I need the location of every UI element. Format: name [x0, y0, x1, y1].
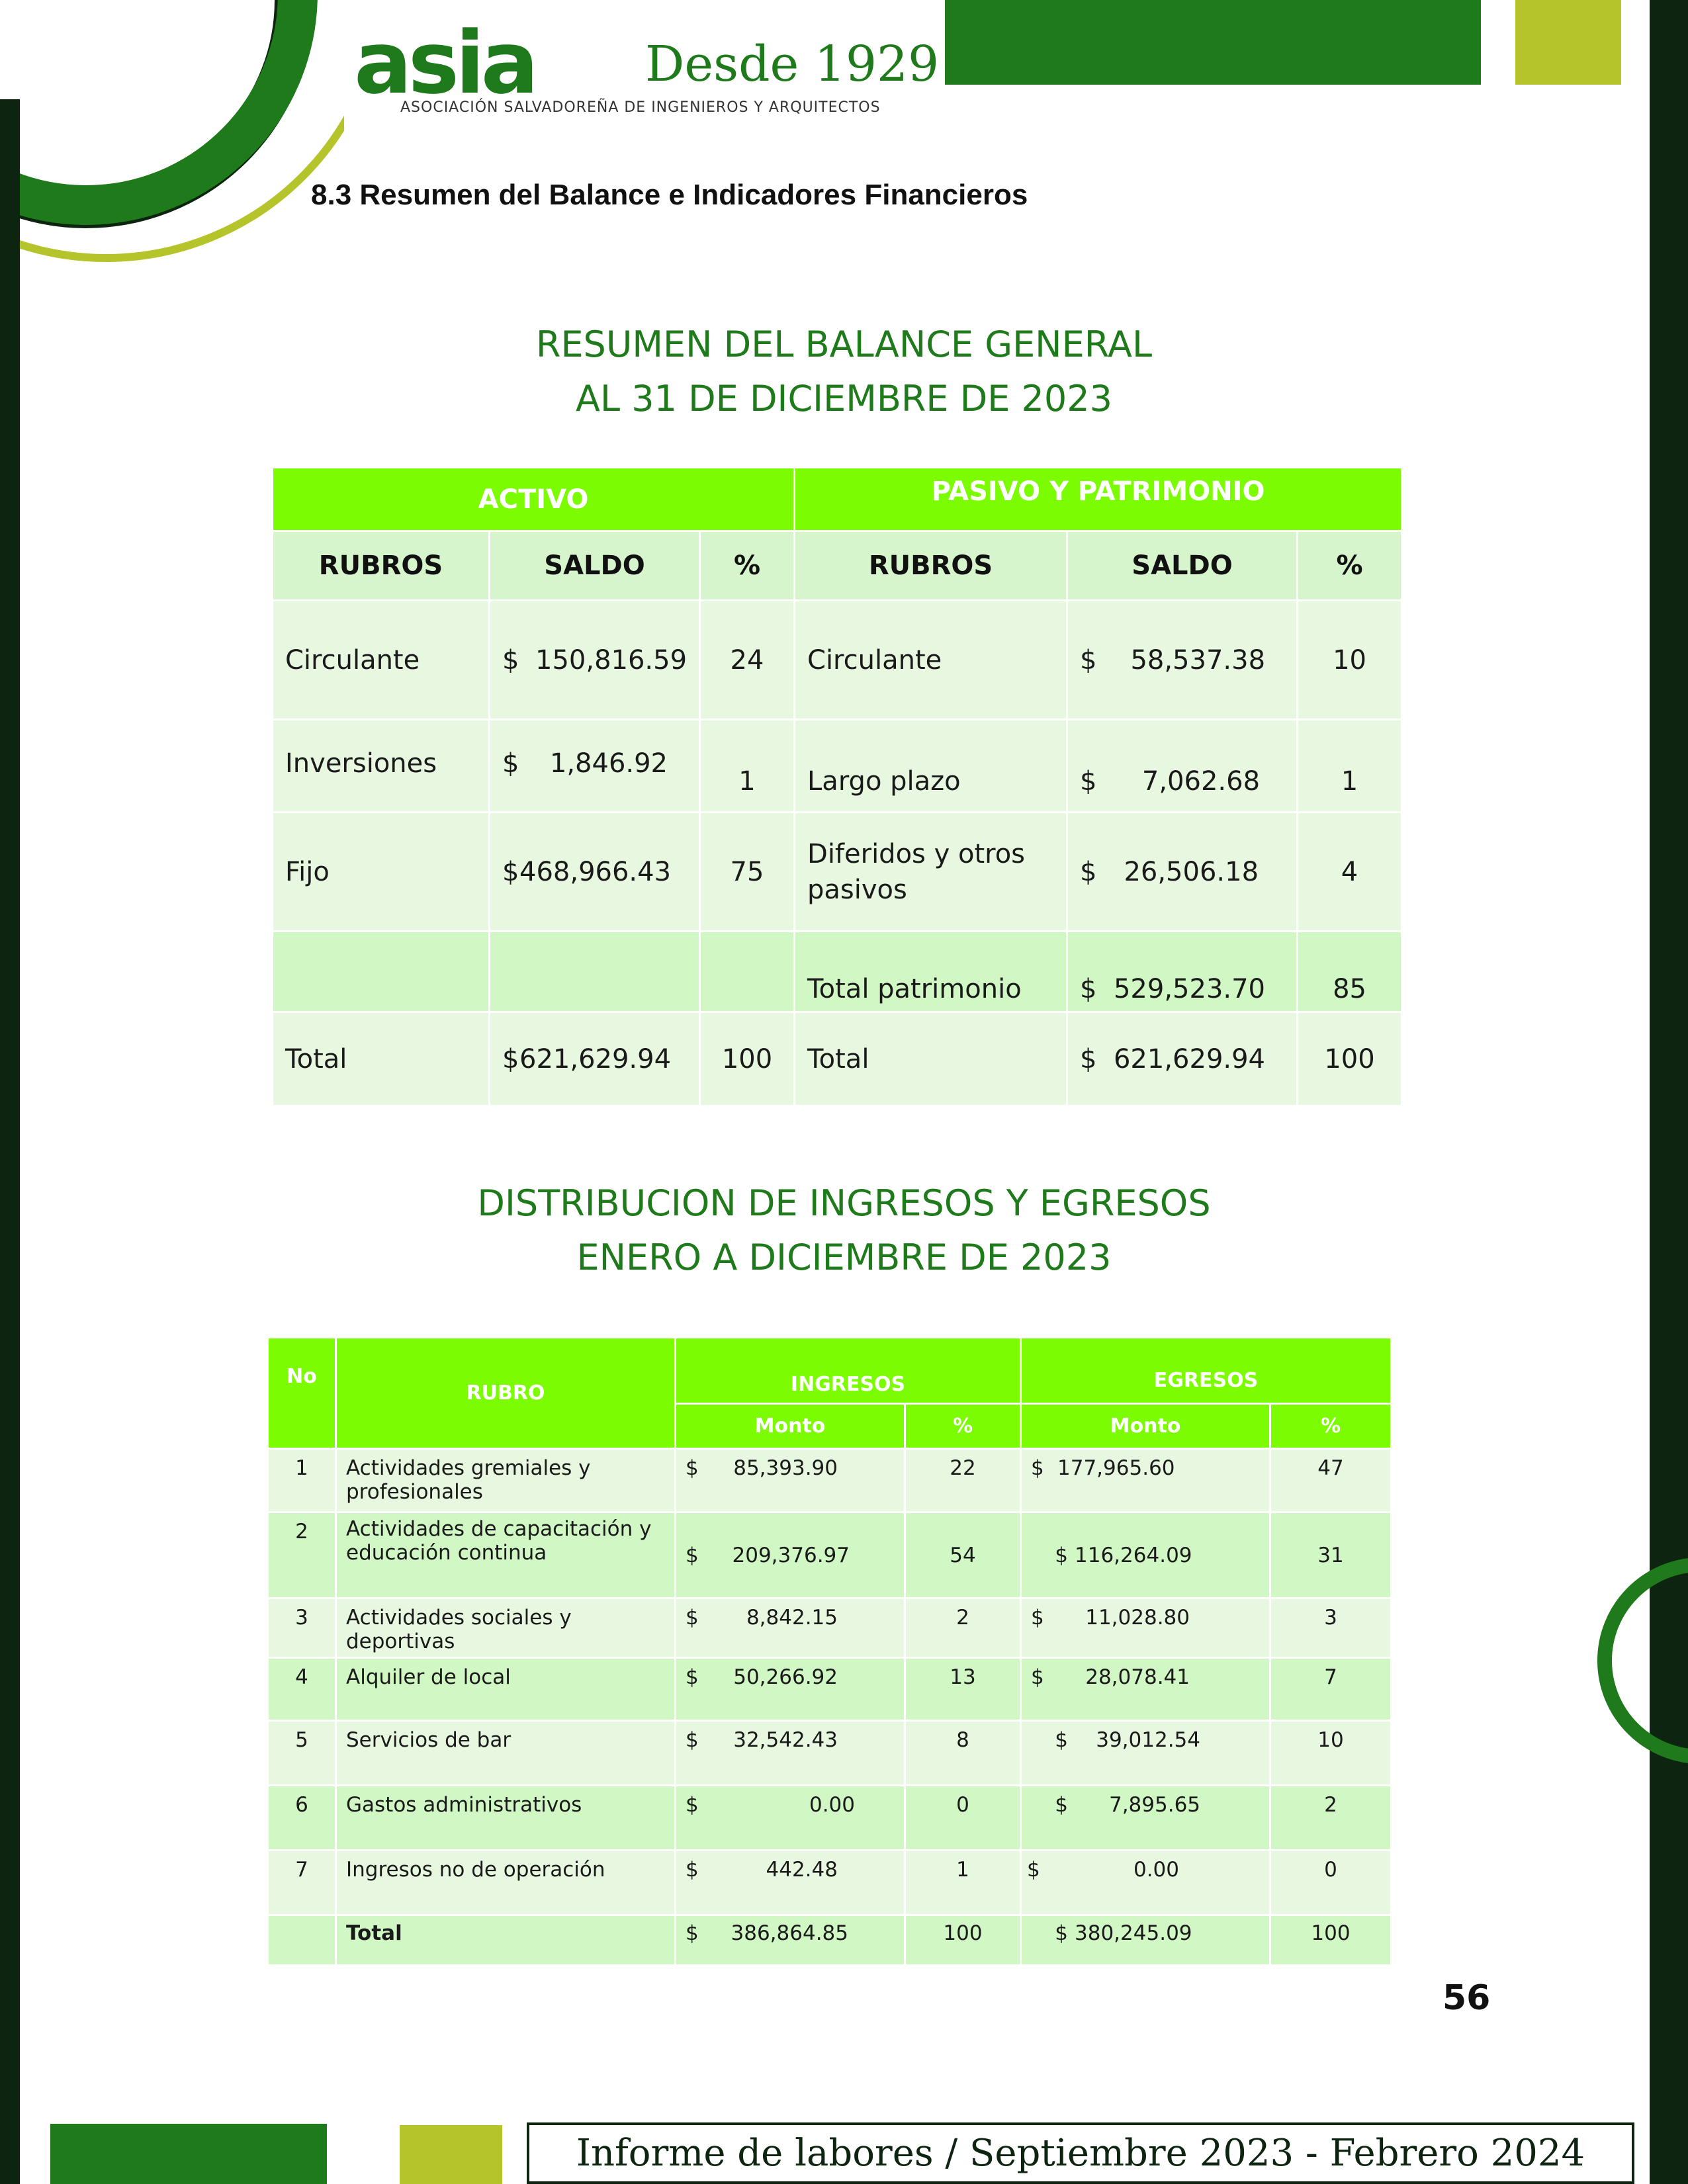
footer-title: Informe de labores / Septiembre 2023 - Febrero 2024 — [576, 2132, 1585, 2175]
egreso-monto: $ 7,895.65 — [1021, 1786, 1270, 1851]
distribution-table — [267, 1336, 1392, 1966]
col-pct: % — [1270, 1404, 1392, 1449]
row-no — [268, 1915, 336, 1966]
bottom-lime-bar — [400, 2125, 502, 2184]
egreso-pct: 0 — [1270, 1851, 1392, 1915]
pasivo-saldo: $ 621,629.94 — [1067, 1012, 1298, 1106]
row-no: 1 — [268, 1449, 336, 1512]
col-pct: % — [700, 531, 795, 601]
table-row — [273, 601, 1402, 720]
ingreso-pct: 8 — [905, 1721, 1021, 1786]
pasivo-saldo: $ 7,062.68 — [1067, 720, 1298, 812]
activo-rubro: Fijo — [273, 812, 490, 932]
ingreso-pct: 54 — [905, 1512, 1021, 1598]
activo-saldo: $468,966.43 — [490, 812, 700, 932]
egreso-monto: $ 177,965.60 — [1021, 1449, 1270, 1512]
egreso-pct: 2 — [1270, 1786, 1392, 1851]
table-row — [273, 812, 1402, 932]
page-number: 56 — [1443, 1978, 1491, 2018]
ingreso-monto: $ 209,376.97 — [676, 1512, 905, 1598]
activo-saldo: $621,629.94 — [490, 1012, 700, 1106]
pasivo-rubro: Total — [795, 1012, 1067, 1106]
ingreso-monto: $ 50,266.92 — [676, 1658, 905, 1721]
top-green-bar — [945, 0, 1481, 85]
ingreso-pct: 13 — [905, 1658, 1021, 1721]
table-row — [268, 1851, 1392, 1915]
egreso-pct: 100 — [1270, 1915, 1392, 1966]
ingreso-monto: $ 0.00 — [676, 1786, 905, 1851]
activo-saldo: $ 1,846.92 — [490, 720, 700, 812]
activo-pct: 100 — [700, 1012, 795, 1106]
activo-pct: 75 — [700, 812, 795, 932]
row-rubro: Servicios de bar — [336, 1721, 676, 1786]
table-row — [268, 1721, 1392, 1786]
activo-rubro: Inversiones — [273, 720, 490, 812]
col-pct: % — [905, 1404, 1021, 1449]
egreso-monto: $ 11,028.80 — [1021, 1598, 1270, 1658]
logo-since: Desde 1929 — [645, 36, 940, 93]
ingreso-monto: $ 442.48 — [676, 1851, 905, 1915]
ingreso-monto: $ 85,393.90 — [676, 1449, 905, 1512]
balance-title-line1: RESUMEN DEL BALANCE GENERAL — [535, 324, 1153, 365]
ingreso-pct: 2 — [905, 1598, 1021, 1658]
pasivo-pct: 100 — [1298, 1012, 1402, 1106]
row-rubro: Alquiler de local — [336, 1658, 676, 1721]
egreso-monto: $ 28,078.41 — [1021, 1658, 1270, 1721]
pasivo-pct: 1 — [1298, 720, 1402, 812]
activo-rubro — [273, 932, 490, 1012]
activo-saldo — [490, 932, 700, 1012]
pasivo-rubro: Diferidos y otros pasivos — [795, 812, 1067, 932]
row-rubro: Actividades de capacitación y educación continua — [336, 1512, 676, 1598]
top-lime-square — [1515, 0, 1621, 85]
distribution-title-line2: ENERO A DICIEMBRE DE 2023 — [576, 1237, 1112, 1278]
egreso-monto: $ 0.00 — [1021, 1851, 1270, 1915]
table-row — [268, 1449, 1392, 1512]
table-row — [268, 1598, 1392, 1658]
col-rubros: RUBROS — [795, 531, 1067, 601]
pasivo-rubro: Total patrimonio — [795, 932, 1067, 1012]
header-activo: ACTIVO — [273, 468, 795, 531]
balance-table — [271, 466, 1403, 1107]
row-rubro: Gastos administrativos — [336, 1786, 676, 1851]
table-row — [268, 1786, 1392, 1851]
balance-title-line2: AL 31 DE DICIEMBRE DE 2023 — [576, 378, 1112, 419]
egreso-pct: 3 — [1270, 1598, 1392, 1658]
pasivo-saldo: $ 58,537.38 — [1067, 601, 1298, 720]
col-no: No — [268, 1338, 336, 1449]
footer-box — [527, 2122, 1634, 2184]
logo-tagline: ASOCIACIÓN SALVADOREÑA DE INGENIEROS Y ARQUITECTOS — [400, 99, 881, 116]
bottom-green-bar — [50, 2124, 327, 2184]
ingreso-monto: $ 386,864.85 — [676, 1915, 905, 1966]
table-row — [268, 1915, 1392, 1966]
distribution-title-line1: DISTRIBUCION DE INGRESOS Y EGRESOS — [477, 1182, 1211, 1224]
ingreso-monto: $ 8,842.15 — [676, 1598, 905, 1658]
col-saldo: SALDO — [490, 531, 700, 601]
pasivo-rubro: Circulante — [795, 601, 1067, 720]
col-rubro: RUBRO — [336, 1338, 676, 1449]
egreso-monto: $ 39,012.54 — [1021, 1721, 1270, 1786]
row-rubro: Actividades gremiales y profesionales — [336, 1449, 676, 1512]
table-row — [273, 1012, 1402, 1106]
row-rubro: Total — [336, 1915, 676, 1966]
balance-title — [0, 318, 1688, 426]
row-no: 2 — [268, 1512, 336, 1598]
logo-wordmark: asia — [354, 13, 535, 113]
header-pasivo: PASIVO Y PATRIMONIO — [795, 468, 1402, 531]
col-pct: % — [1298, 531, 1402, 601]
distribution-title — [0, 1176, 1688, 1285]
row-rubro: Actividades sociales y deportivas — [336, 1598, 676, 1658]
row-no: 7 — [268, 1851, 336, 1915]
ingreso-pct: 1 — [905, 1851, 1021, 1915]
row-no: 3 — [268, 1598, 336, 1658]
col-egresos: EGRESOS — [1021, 1338, 1392, 1404]
pasivo-rubro: Largo plazo — [795, 720, 1067, 812]
egreso-pct: 10 — [1270, 1721, 1392, 1786]
ingreso-pct: 100 — [905, 1915, 1021, 1966]
row-no: 6 — [268, 1786, 336, 1851]
egreso-pct: 31 — [1270, 1512, 1392, 1598]
decorative-arcs — [0, 0, 344, 278]
section-heading: 8.3 Resumen del Balance e Indicadores Financieros — [311, 179, 1028, 211]
ingreso-monto: $ 32,542.43 — [676, 1721, 905, 1786]
egreso-monto: $ 380,245.09 — [1021, 1915, 1270, 1966]
col-monto: Monto — [676, 1404, 905, 1449]
pasivo-saldo: $ 26,506.18 — [1067, 812, 1298, 932]
row-rubro: Ingresos no de operación — [336, 1851, 676, 1915]
activo-pct: 24 — [700, 601, 795, 720]
decorative-ring — [1588, 1548, 1688, 1773]
egreso-pct: 47 — [1270, 1449, 1392, 1512]
table-row — [273, 720, 1402, 812]
pasivo-pct: 85 — [1298, 932, 1402, 1012]
pasivo-pct: 4 — [1298, 812, 1402, 932]
col-monto: Monto — [1021, 1404, 1270, 1449]
activo-saldo: $ 150,816.59 — [490, 601, 700, 720]
egreso-pct: 7 — [1270, 1658, 1392, 1721]
egreso-monto: $ 116,264.09 — [1021, 1512, 1270, 1598]
pasivo-pct: 10 — [1298, 601, 1402, 720]
pasivo-saldo: $ 529,523.70 — [1067, 932, 1298, 1012]
activo-pct: 1 — [700, 720, 795, 812]
col-saldo: SALDO — [1067, 531, 1298, 601]
col-rubros: RUBROS — [273, 531, 490, 601]
table-row — [268, 1658, 1392, 1721]
table-row — [268, 1512, 1392, 1598]
activo-rubro: Total — [273, 1012, 490, 1106]
activo-rubro: Circulante — [273, 601, 490, 720]
row-no: 5 — [268, 1721, 336, 1786]
col-ingresos: INGRESOS — [676, 1338, 1021, 1404]
row-no: 4 — [268, 1658, 336, 1721]
ingreso-pct: 22 — [905, 1449, 1021, 1512]
ingreso-pct: 0 — [905, 1786, 1021, 1851]
activo-pct — [700, 932, 795, 1012]
table-row — [273, 932, 1402, 1012]
